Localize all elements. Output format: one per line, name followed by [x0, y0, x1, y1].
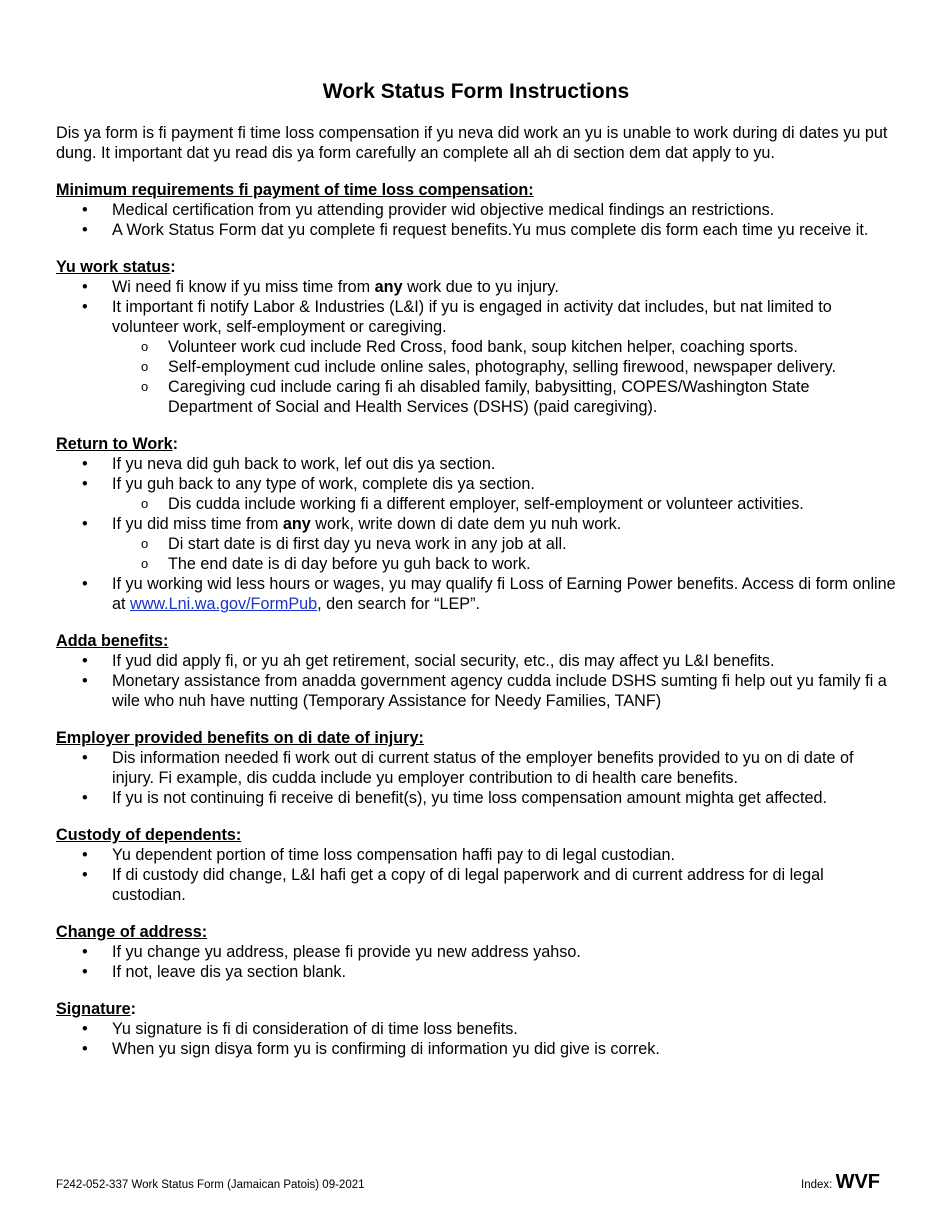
bullet-marker: • — [82, 846, 88, 864]
bullet-marker: • — [82, 749, 88, 767]
bullet-marker: • — [82, 475, 88, 493]
list-item: • If yud did apply fi, or yu ah get retirement, social security, etc., dis may affect yu L&I benefits. — [82, 652, 775, 670]
section-change-of-address — [56, 922, 896, 982]
section-heading: Minimum requirements fi payment of time loss compensation: — [56, 181, 534, 199]
sub-list-item: o Di start date is di first day yu neva work in any job at all. — [141, 535, 567, 553]
bullet-marker: • — [82, 652, 88, 670]
bullet-marker: • — [82, 672, 88, 690]
formpub-link[interactable]: www.Lni.wa.gov/FormPub — [130, 595, 318, 613]
list-item: • Dis information needed fi work out di current status of the employer benefits provided to yu on di date of injury. Fi example, dis cudda include yu employer contribution to di health care benefits. — [82, 749, 854, 787]
bullet-marker: • — [82, 278, 88, 296]
section-return-to-work: Return to Work: • If yu neva did guh back to work, lef out dis ya section. • If yu guh back to any type of work, complete dis ya section. o Dis cudda include working fi a different employer, self-employment or volunteer activities. • If yu did miss time from any work, write down di date dem yu nuh work. o Di start date is di first day yu neva work in any job at all. o The end date is di day before yu guh back to work. • If yu working wid less hours or wages, yu may qualify fi Loss of Earning Power benefits. Access di form online at www.Lni.wa.gov/FormPub, den search for “LEP”. — [56, 435, 896, 613]
list-item: • If yu working wid less hours or wages, yu may qualify fi Loss of Earning Power benefits. Access di form online at www.Lni.wa.gov/FormPub, den search for “LEP”. — [82, 575, 896, 613]
list-item: • If yu did miss time from any work, write down di date dem yu nuh work. o Di start date is di first day yu neva work in any job at all. o The end date is di day before yu guh back to work. — [56, 514, 896, 574]
sub-list-item: o The end date is di day before yu guh back to work. — [141, 555, 531, 573]
list-item: • Yu dependent portion of time loss compensation haffi pay to di legal custodian. — [82, 846, 676, 864]
bullet-list — [56, 454, 896, 614]
section-signature: Signature: • Yu signature is fi di consideration of di time loss benefits. • When yu sign disya form yu is confirming di information yu did give is correk. — [56, 999, 896, 1059]
sub-bullet-marker: o — [141, 379, 149, 394]
section-heading: Employer provided benefits on di date of injury: — [56, 729, 424, 747]
bullet-marker: • — [82, 789, 88, 807]
bullet-list — [56, 1019, 896, 1059]
sub-bullet-marker: o — [141, 536, 149, 551]
section-minimum-requirements — [56, 180, 896, 240]
section-work-status: Yu work status: • Wi need fi know if yu miss time from any work due to yu injury. • It important fi notify Labor & Industries (L&I) if yu is engaged in activity dat includes, but nat limited to volunteer work, self-employment or caregiving. o Volunteer work cud include Red Cross, food bank, soup kitchen helper, coaching sports. o Self-employment cud include online sales, photography, selling firewood, newspaper delivery. o Caregiving cud include caring fi ah disabled family, babysitting, COPES/Washington State Department of Social and Health Services (DSHS) (paid caregiving). — [56, 257, 896, 417]
bullet-list — [56, 748, 896, 808]
list-item: • If yu change yu address, please fi provide yu new address yahso. — [82, 943, 581, 961]
list-item: • Monetary assistance from anadda government agency cudda include DSHS sumting fi help out yu family fi a wile who nuh have nutting (Temporary Assistance for Needy Families, TANF) — [82, 672, 887, 710]
list-item: • Medical certification from yu attending provider wid objective medical findings an restrictions. — [82, 201, 775, 219]
section-heading: Yu work status — [56, 258, 171, 276]
bullet-marker: • — [82, 221, 88, 239]
bullet-list — [56, 277, 896, 417]
bullet-marker: • — [82, 455, 88, 473]
list-item: • If yu neva did guh back to work, lef out dis ya section. — [82, 455, 496, 473]
bullet-marker: • — [82, 943, 88, 961]
sub-list-item: o Volunteer work cud include Red Cross, food bank, soup kitchen helper, coaching sports. — [141, 338, 798, 356]
form-id: F242-052-337 Work Status Form (Jamaican Patois) 09-2021 — [56, 1179, 365, 1191]
bullet-list — [56, 942, 896, 982]
sub-bullet-list — [112, 534, 896, 574]
bullet-marker: • — [82, 1040, 88, 1058]
list-item: • If yu guh back to any type of work, complete dis ya section. o Dis cudda include working fi a different employer, self-employment or volunteer activities. — [56, 474, 896, 514]
bullet-marker: • — [82, 515, 88, 533]
index-code: WVF — [835, 1171, 880, 1193]
bullet-list — [56, 200, 896, 240]
sub-list-item: o Caregiving cud include caring fi ah disabled family, babysitting, COPES/Washington State Department of Social and Health Services (DSHS) (paid caregiving). — [141, 378, 810, 416]
list-item: • When yu sign disya form yu is confirming di information yu did give is correk. — [82, 1040, 660, 1058]
bullet-list — [56, 845, 896, 905]
page-title: Work Status Form Instructions — [322, 80, 630, 103]
list-item: • Yu signature is fi di consideration of di time loss benefits. — [82, 1020, 518, 1038]
list-item: • It important fi notify Labor & Industries (L&I) if yu is engaged in activity dat includes, but nat limited to volunteer work, self-employment or caregiving. o Volunteer work cud include Red Cross, food bank, soup kitchen helper, coaching sports. o Self-employment cud include online sales, photography, selling firewood, newspaper delivery. o Caregiving cud include caring fi ah disabled family, babysitting, COPES/Washington State Department of Social and Health Services (DSHS) (paid caregiving). — [56, 297, 896, 417]
bullet-list — [56, 651, 896, 711]
list-item: • A Work Status Form dat yu complete fi request benefits.Yu mus complete dis form each time yu receive it. — [82, 221, 869, 239]
bullet-marker: • — [82, 866, 88, 884]
sub-bullet-list — [112, 494, 896, 514]
document-page — [56, 78, 896, 1076]
list-item: • Wi need fi know if yu miss time from any work due to yu injury. — [82, 278, 559, 296]
sub-bullet-list — [112, 337, 896, 417]
section-heading: Change of address: — [56, 923, 208, 941]
section-heading: Return to Work — [56, 435, 173, 453]
section-heading: Adda benefits: — [56, 632, 169, 650]
bullet-marker: • — [82, 963, 88, 981]
bullet-marker: • — [82, 201, 88, 219]
bullet-marker: • — [82, 575, 88, 593]
sub-list-item: o Dis cudda include working fi a different employer, self-employment or volunteer activities. — [141, 495, 804, 513]
sub-bullet-marker: o — [141, 556, 149, 571]
section-custody — [56, 825, 896, 905]
section-heading: Signature — [56, 1000, 131, 1018]
list-item: • If not, leave dis ya section blank. — [82, 963, 346, 981]
section-adda-benefits — [56, 631, 896, 711]
list-item: • If yu is not continuing fi receive di benefit(s), yu time loss compensation amount mighta get affected. — [82, 789, 828, 807]
sub-list-item: o Self-employment cud include online sales, photography, selling firewood, newspaper delivery. — [141, 358, 836, 376]
intro-paragraph: Dis ya form is fi payment fi time loss compensation if yu neva did work an yu is unable to work during di dates yu put dung. It important dat yu read dis ya form carefully an complete all ah di section dem dat apply to yu. — [56, 124, 888, 162]
sub-bullet-marker: o — [141, 359, 149, 374]
bullet-marker: • — [82, 1020, 88, 1038]
sub-bullet-marker: o — [141, 496, 149, 511]
form-index: Index: WVF — [801, 1171, 880, 1193]
sub-bullet-marker: o — [141, 339, 149, 354]
bullet-marker: • — [82, 298, 88, 316]
section-heading: Custody of dependents: — [56, 826, 242, 844]
section-employer-benefits — [56, 728, 896, 808]
list-item: • If di custody did change, L&I hafi get a copy of di legal paperwork and di current address for di legal custodian. — [82, 866, 824, 904]
